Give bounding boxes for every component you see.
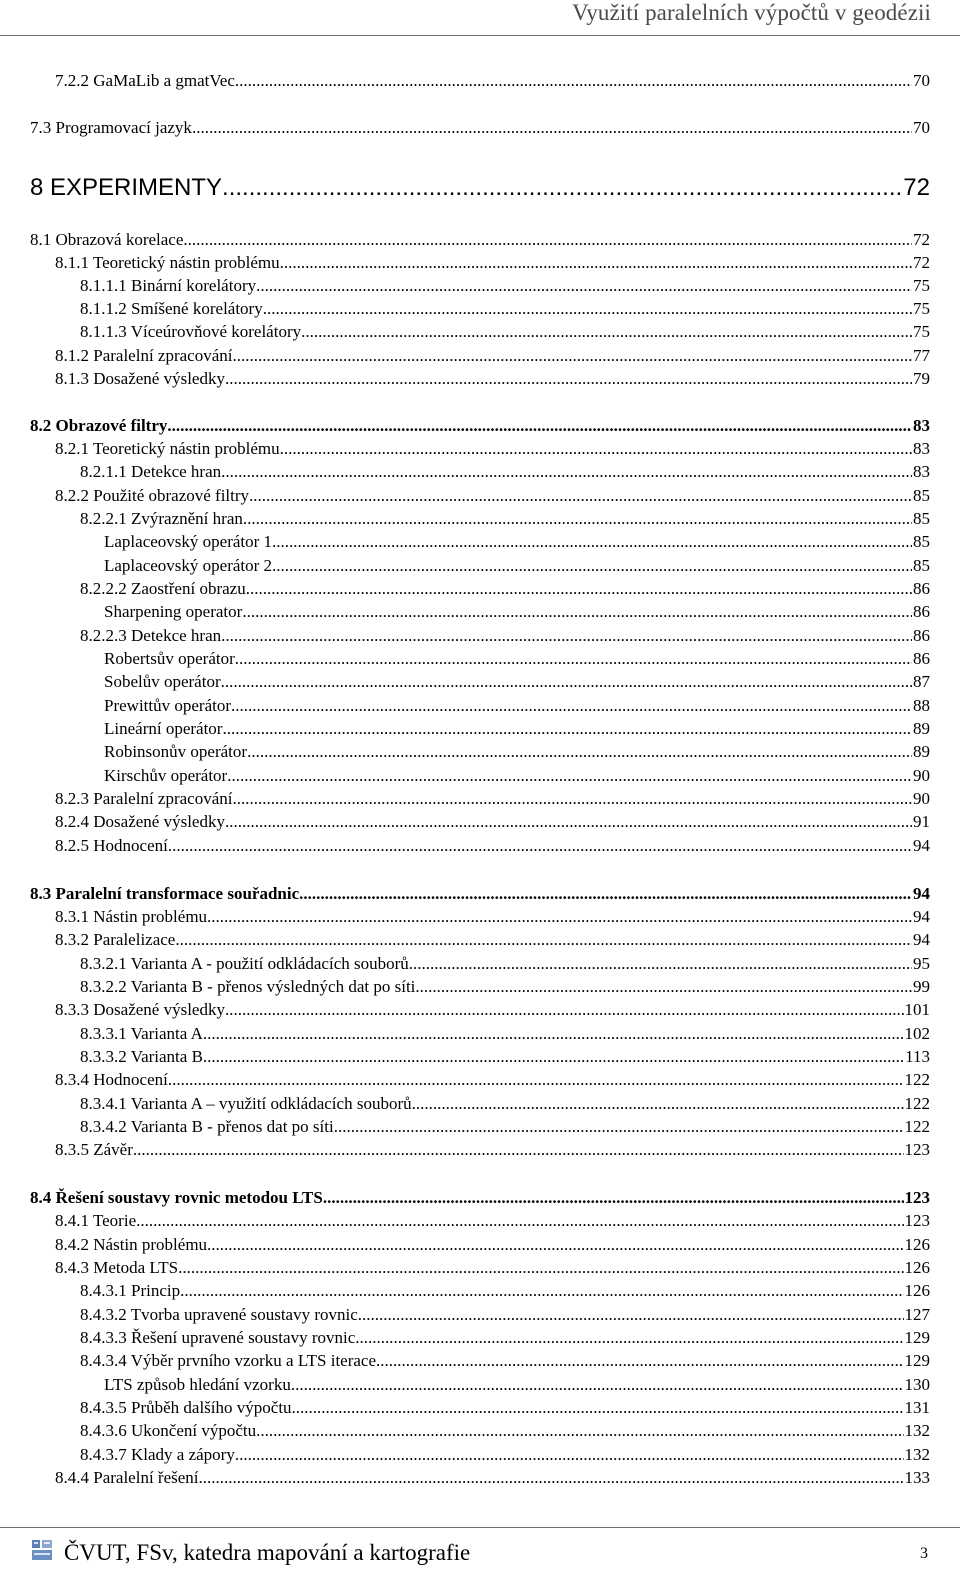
toc-entry-label: 8.4.3.7 Klady a zápory xyxy=(80,1445,235,1464)
toc-entry-label: Robinsonův operátor xyxy=(104,742,248,761)
toc-leader-dots xyxy=(415,977,912,997)
toc-entry-label: 7.3 Programovací jazyk xyxy=(30,118,192,137)
toc-entry-label: 8.1.1.3 Víceúrovňové korelátory xyxy=(80,322,302,341)
toc-entry-page: 102 xyxy=(904,1024,930,1043)
toc-entry-page: 70 xyxy=(913,118,930,137)
toc-entry-label: 8.3.2.1 Varianta A - použití odkládacích souborů xyxy=(80,954,409,973)
toc-entry-label: 8.2 Obrazové filtry xyxy=(30,416,168,435)
toc-entry-label: 7.2.2 GaMaLib a gmatVec xyxy=(55,71,235,90)
toc-leader-dots xyxy=(203,1047,904,1067)
toc-entry-label: 8.4.4 Paralelní řešení xyxy=(55,1468,199,1487)
header-divider xyxy=(0,35,960,36)
toc-entry-label: 8.3.3.2 Varianta B xyxy=(80,1047,203,1066)
toc-entry-page: 79 xyxy=(913,369,930,388)
toc-entry-page: 126 xyxy=(904,1281,930,1300)
toc-entry-label: 8.3.4.1 Varianta A – využití odkládacích souborů xyxy=(80,1094,412,1113)
toc-entry-label: 8.4.1 Teorie xyxy=(55,1211,137,1230)
toc-leader-dots xyxy=(235,1445,904,1465)
toc-leader-dots xyxy=(292,1398,904,1418)
toc-leader-dots xyxy=(299,884,912,904)
toc-leader-dots xyxy=(355,1328,903,1348)
toc-entry-label: 8.1.1 Teoretický nástin problému xyxy=(55,253,280,272)
toc-entry[interactable] xyxy=(80,462,930,482)
toc-entry-page: 86 xyxy=(913,649,930,668)
toc-entry-label: 8.2.2.3 Detekce hran xyxy=(80,626,222,645)
toc-entry-page: 101 xyxy=(904,1000,930,1019)
toc-entry-page: 72 xyxy=(913,253,930,272)
toc-entry[interactable] xyxy=(30,118,930,138)
toc-entry-page: 86 xyxy=(913,579,930,598)
footer-institution: ČVUT, FSv, katedra mapování a kartografie xyxy=(64,1540,471,1565)
toc-leader-dots xyxy=(247,742,912,762)
toc-entry[interactable] xyxy=(80,276,930,296)
toc-entry[interactable] xyxy=(80,299,930,319)
toc-leader-dots xyxy=(233,789,913,809)
toc-entry-label: LTS způsob hledání vzorku xyxy=(104,1375,291,1394)
toc-entry[interactable] xyxy=(104,672,930,692)
toc-leader-dots xyxy=(175,930,912,950)
toc-entry-label: 8.3.2 Paralelizace xyxy=(55,930,176,949)
toc-entry-label: 8.2.2.2 Zaostření obrazu xyxy=(80,579,246,598)
toc-entry-label: 8.1.2 Paralelní zpracování xyxy=(55,346,233,365)
toc-entry[interactable] xyxy=(30,174,930,202)
toc-leader-dots xyxy=(280,253,912,273)
toc-leader-dots xyxy=(235,71,912,91)
toc-entry-page: 127 xyxy=(904,1305,930,1324)
toc-leader-dots xyxy=(221,672,912,692)
toc-entry-label: 8.2.2 Použité obrazové filtry xyxy=(55,486,250,505)
toc-entry-page: 99 xyxy=(913,977,930,996)
toc-leader-dots xyxy=(221,462,912,482)
toc-entry-label: 8.1 Obrazová korelace xyxy=(30,230,184,249)
toc-leader-dots xyxy=(235,649,912,669)
toc-leader-dots xyxy=(167,416,912,436)
toc-entry-label: 8.4.3.5 Průběh dalšího výpočtu xyxy=(80,1398,292,1417)
toc-entry[interactable] xyxy=(80,1445,930,1465)
toc-leader-dots xyxy=(256,276,912,296)
toc-entry-label: 8.4.2 Nástin problému xyxy=(55,1235,208,1254)
toc-leader-dots xyxy=(412,1094,904,1114)
toc-entry-page: 75 xyxy=(913,276,930,295)
toc-leader-dots xyxy=(249,486,912,506)
toc-leader-dots xyxy=(227,766,912,786)
toc-entry-page: 94 xyxy=(913,884,930,903)
toc-leader-dots xyxy=(280,439,912,459)
toc-entry-label: 8.2.5 Hodnocení xyxy=(55,836,168,855)
toc-entry[interactable] xyxy=(55,907,930,927)
toc-leader-dots xyxy=(199,1468,904,1488)
toc-leader-dots xyxy=(225,1000,904,1020)
toc-leader-dots xyxy=(207,1235,903,1255)
toc-entry-label: Sharpening operator xyxy=(104,602,243,621)
toc-entry[interactable] xyxy=(55,789,930,809)
toc-leader-dots xyxy=(178,1258,903,1278)
toc-entry-page: 94 xyxy=(913,930,930,949)
toc-entry[interactable] xyxy=(80,1328,930,1348)
toc-entry-page: 122 xyxy=(904,1117,930,1136)
toc-entry-label: 8.2.3 Paralelní zpracování xyxy=(55,789,233,808)
toc-entry[interactable] xyxy=(80,626,930,646)
toc-leader-dots xyxy=(133,1140,904,1160)
toc-entry-label: 8.3.5 Závěr xyxy=(55,1140,133,1159)
toc-entry-label: 8 EXPERIMENTY xyxy=(30,174,223,201)
toc-leader-dots xyxy=(231,696,912,716)
toc-entry-label: 8.3 Paralelní transformace souřadnic xyxy=(30,884,300,903)
toc-entry-label: Robertsův operátor xyxy=(104,649,235,668)
toc-entry-label: Laplaceovský operátor 1 xyxy=(104,532,273,551)
toc-entry-page: 126 xyxy=(904,1258,930,1277)
toc-entry-label: 8.3.3.1 Varianta A xyxy=(80,1024,203,1043)
toc-entry-label: 8.3.4 Hodnocení xyxy=(55,1070,168,1089)
toc-entry[interactable] xyxy=(55,1140,930,1160)
toc-entry-page: 89 xyxy=(913,719,930,738)
toc-leader-dots xyxy=(168,836,912,856)
toc-entry-page: 72 xyxy=(903,174,930,201)
toc-entry-label: 8.4.3 Metoda LTS xyxy=(55,1258,179,1277)
toc-entry-page: 122 xyxy=(904,1070,930,1089)
toc-entry[interactable] xyxy=(55,439,930,459)
toc-entry[interactable] xyxy=(30,230,930,250)
toc-leader-dots xyxy=(222,719,912,739)
toc-entry-page: 75 xyxy=(913,322,930,341)
toc-leader-dots xyxy=(409,954,912,974)
running-header-title: Využití paralelních výpočtů v geodézii xyxy=(572,0,931,25)
footer-divider xyxy=(0,1527,960,1528)
toc-entry[interactable] xyxy=(80,1398,930,1418)
toc-entry[interactable] xyxy=(55,836,930,856)
toc-entry[interactable] xyxy=(104,719,930,739)
toc-entry-page: 85 xyxy=(913,532,930,551)
toc-entry[interactable] xyxy=(80,954,930,974)
toc-entry[interactable] xyxy=(55,71,930,91)
toc-entry-label: Lineární operátor xyxy=(104,719,223,738)
toc-leader-dots xyxy=(272,532,912,552)
toc-entry-page: 86 xyxy=(913,602,930,621)
toc-entry-page: 85 xyxy=(913,486,930,505)
toc-entry-page: 94 xyxy=(913,907,930,926)
toc-entry-label: 8.3.1 Nástin problému xyxy=(55,907,208,926)
toc-entry-label: 8.4.3.4 Výběr prvního vzorku a LTS iterace xyxy=(80,1351,377,1370)
toc-leader-dots xyxy=(203,1024,904,1044)
toc-entry[interactable] xyxy=(104,1375,930,1395)
toc-entry[interactable] xyxy=(55,812,930,832)
toc-entry-label: Prewittův operátor xyxy=(104,696,231,715)
toc-entry[interactable] xyxy=(80,1047,930,1067)
toc-leader-dots xyxy=(376,1351,903,1371)
toc-entry[interactable] xyxy=(30,416,930,436)
toc-entry[interactable] xyxy=(80,509,930,529)
toc-entry[interactable] xyxy=(104,556,930,576)
footer-page-number: 3 xyxy=(920,1545,928,1562)
toc-entry-label: 8.2.1.1 Detekce hran xyxy=(80,462,222,481)
toc-leader-dots xyxy=(136,1211,903,1231)
toc-entry[interactable] xyxy=(104,602,930,622)
toc-leader-dots xyxy=(225,369,912,389)
toc-leader-dots xyxy=(221,626,912,646)
toc-entry-label: 8.4.3.6 Ukončení výpočtu xyxy=(80,1421,257,1440)
toc-entry-page: 70 xyxy=(913,71,930,90)
toc-entry[interactable] xyxy=(30,1188,930,1208)
toc-entry-page: 83 xyxy=(913,462,930,481)
toc-entry-label: 8.4.3.3 Řešení upravené soustavy rovnic xyxy=(80,1328,356,1347)
toc-entry-label: 8.4 Řešení soustavy rovnic metodou LTS xyxy=(30,1188,323,1207)
toc-entry[interactable] xyxy=(80,1421,930,1441)
toc-entry-page: 89 xyxy=(913,742,930,761)
toc-entry[interactable] xyxy=(55,346,930,366)
toc-entry[interactable] xyxy=(80,579,930,599)
toc-entry-page: 91 xyxy=(913,812,930,831)
toc-leader-dots xyxy=(334,1117,904,1137)
toc-leader-dots xyxy=(301,322,912,342)
toc-entry-page: 130 xyxy=(904,1375,930,1394)
toc-entry-page: 123 xyxy=(904,1140,930,1159)
toc-entry[interactable] xyxy=(55,1258,930,1278)
toc-entry[interactable] xyxy=(55,1468,930,1488)
toc-entry-page: 83 xyxy=(913,416,930,435)
university-logo-icon xyxy=(30,1536,54,1564)
toc-leader-dots xyxy=(180,1281,903,1301)
toc-entry-label: 8.2.2.1 Zvýraznění hran xyxy=(80,509,243,528)
toc-entry-page: 123 xyxy=(904,1211,930,1230)
toc-entry[interactable] xyxy=(80,1281,930,1301)
toc-entry-label: Kirschův operátor xyxy=(104,766,228,785)
toc-entry-page: 94 xyxy=(913,836,930,855)
toc-entry-page: 122 xyxy=(904,1094,930,1113)
toc-entry-label: 8.3.4.2 Varianta B - přenos dat po síti xyxy=(80,1117,334,1136)
toc-entry[interactable] xyxy=(80,322,930,342)
toc-entry-label: Sobelův operátor xyxy=(104,672,221,691)
toc-entry-page: 129 xyxy=(904,1328,930,1347)
toc-entry-label: 8.4.3.1 Princip xyxy=(80,1281,181,1300)
toc-entry[interactable] xyxy=(80,1117,930,1137)
toc-leader-dots xyxy=(256,1421,903,1441)
toc-entry-page: 95 xyxy=(913,954,930,973)
toc-leader-dots xyxy=(192,118,912,138)
toc-leader-dots xyxy=(358,1305,904,1325)
toc-entry-page: 126 xyxy=(904,1235,930,1254)
toc-entry-page: 72 xyxy=(913,230,930,249)
toc-entry-page: 133 xyxy=(904,1468,930,1487)
toc-entry-label: Laplaceovský operátor 2 xyxy=(104,556,273,575)
toc-entry-page: 75 xyxy=(913,299,930,318)
toc-entry-page: 77 xyxy=(913,346,930,365)
toc-entry[interactable] xyxy=(104,649,930,669)
toc-leader-dots xyxy=(222,174,902,202)
toc-entry[interactable] xyxy=(104,696,930,716)
toc-leader-dots xyxy=(291,1375,904,1395)
toc-entry-label: 8.2.4 Dosažené výsledky xyxy=(55,812,225,831)
toc-entry-page: 132 xyxy=(904,1445,930,1464)
toc-entry-label: 8.4.3.2 Tvorba upravené soustavy rovnic xyxy=(80,1305,358,1324)
toc-entry-page: 87 xyxy=(913,672,930,691)
toc-entry[interactable] xyxy=(55,486,930,506)
toc-entry[interactable] xyxy=(55,1235,930,1255)
toc-leader-dots xyxy=(168,1070,904,1090)
toc-entry[interactable] xyxy=(104,742,930,762)
toc-entry[interactable] xyxy=(55,1000,930,1020)
toc-entry[interactable] xyxy=(55,253,930,273)
toc-leader-dots xyxy=(263,299,912,319)
toc-leader-dots xyxy=(183,230,912,250)
toc-leader-dots xyxy=(272,556,912,576)
toc-entry-label: 8.3.3 Dosažené výsledky xyxy=(55,1000,225,1019)
toc-leader-dots xyxy=(246,579,912,599)
toc-entry[interactable] xyxy=(80,1094,930,1114)
toc-leader-dots xyxy=(225,812,912,832)
toc-leader-dots xyxy=(233,346,913,366)
toc-entry-page: 88 xyxy=(913,696,930,715)
toc-entry[interactable] xyxy=(55,1211,930,1231)
toc-leader-dots xyxy=(242,602,912,622)
toc-entry[interactable] xyxy=(55,1070,930,1090)
toc-entry-page: 86 xyxy=(913,626,930,645)
toc-entry[interactable] xyxy=(80,977,930,997)
toc-entry[interactable] xyxy=(55,369,930,389)
toc-leader-dots xyxy=(323,1188,904,1208)
toc-entry-page: 85 xyxy=(913,556,930,575)
toc-entry-page: 90 xyxy=(913,766,930,785)
toc-entry-page: 113 xyxy=(905,1047,930,1066)
toc-entry-page: 85 xyxy=(913,509,930,528)
toc-leader-dots xyxy=(243,509,912,529)
toc-entry-label: 8.1.1.1 Binární korelátory xyxy=(80,276,257,295)
toc-entry[interactable] xyxy=(104,766,930,786)
toc-entry-page: 83 xyxy=(913,439,930,458)
toc-entry-page: 129 xyxy=(904,1351,930,1370)
toc-entry[interactable] xyxy=(80,1351,930,1371)
toc-entry-page: 132 xyxy=(904,1421,930,1440)
toc-entry-page: 131 xyxy=(904,1398,930,1417)
toc-entry-page: 90 xyxy=(913,789,930,808)
toc-entry[interactable] xyxy=(80,1024,930,1044)
toc-entry-page: 123 xyxy=(904,1188,930,1207)
toc-entry[interactable] xyxy=(55,930,930,950)
toc-entry-label: 8.3.2.2 Varianta B - přenos výsledných dat po síti xyxy=(80,977,416,996)
toc-entry-label: 8.1.3 Dosažené výsledky xyxy=(55,369,225,388)
toc-entry[interactable] xyxy=(30,884,930,904)
toc-entry-label: 8.2.1 Teoretický nástin problému xyxy=(55,439,280,458)
toc-entry-label: 8.1.1.2 Smíšené korelátory xyxy=(80,299,263,318)
toc-leader-dots xyxy=(207,907,912,927)
toc-entry[interactable] xyxy=(80,1305,930,1325)
toc-entry[interactable] xyxy=(104,532,930,552)
